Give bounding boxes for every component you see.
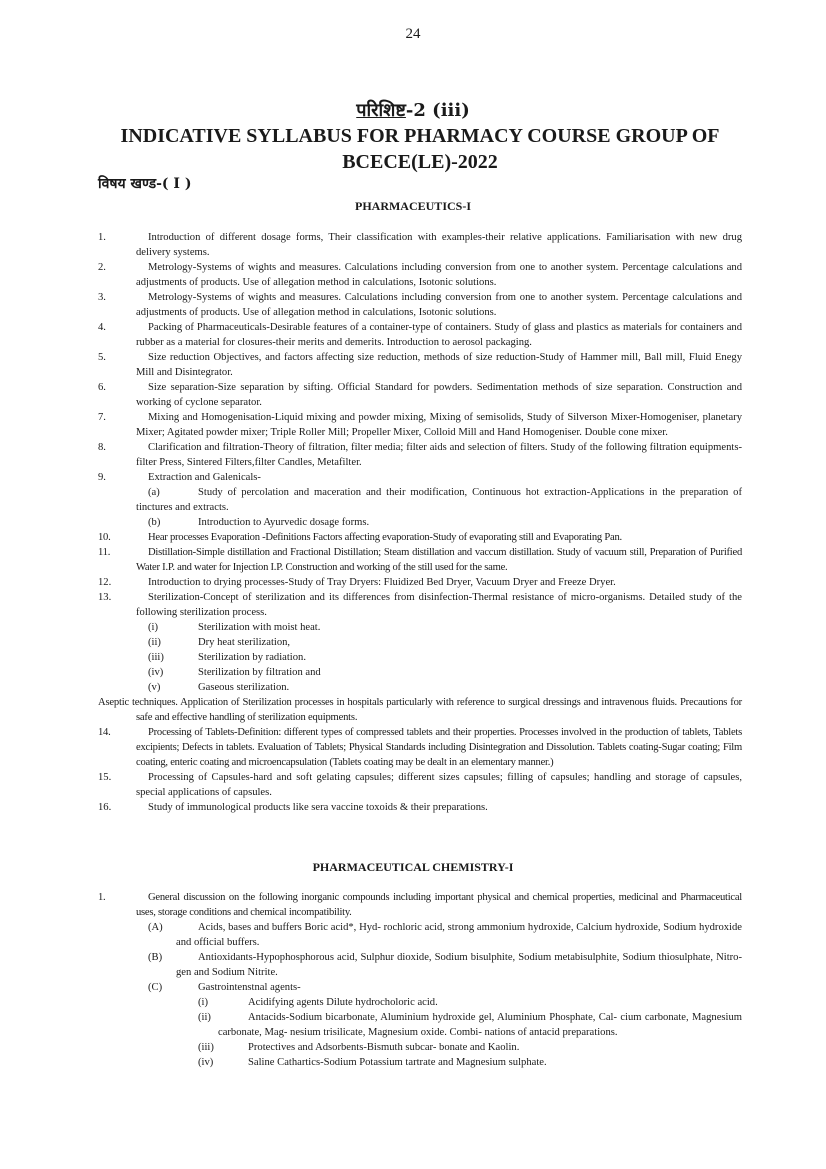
sub-item: (C) Gastrointenstnal agents- xyxy=(148,982,301,993)
sub-sub-item: (i) Acidifying agents Dilute hydrocholoric acid. xyxy=(198,997,438,1008)
pharmaceutics-list xyxy=(98,230,742,815)
chemistry-list xyxy=(98,890,742,1070)
list-item: 6. Size separation-Size separation by sifting. Official Standard for powders. Sedimentation methods of size separation. Construction and working of cyclone separator. xyxy=(98,382,742,408)
sub-item: (i) Sterilization with moist heat. xyxy=(148,622,321,633)
section-title-chemistry: PHARMACEUTICAL CHEMISTRY-I xyxy=(312,860,514,874)
list-item: 9. Extraction and Galenicals- xyxy=(98,472,261,483)
list-item: 15. Processing of Capsules-hard and soft gelating capsules; different sizes capsules; filling of capsules; handling and storage of capsules, special applications of capsules. xyxy=(98,772,742,798)
subject-section-label: विषय खण्ड-( I ) xyxy=(98,176,192,192)
sub-item: (v) Gaseous sterilization. xyxy=(148,682,290,693)
list-item: 11. Distillation-Simple distillation and Fractional Distillation; Steam distillation and vaccum distillation. Study of vacuum still, Preparation of Purified Water I.P. and water for Injection I.P. Construction and working of the still used for the same. xyxy=(98,547,742,573)
sub-item: (a) Study of percolation and maceration and their modification, Continuous hot extraction-Applications in the preparation of tinctures and extracts. xyxy=(136,487,742,513)
sub-item: (A) Acids, bases and buffers Boric acid*, Hyd- rochloric acid, strong ammonium hydroxide, Calcium hydroxide, Sodium hydroxide and official buffers. xyxy=(148,922,742,948)
list-item: 7. Mixing and Homogenisation-Liquid mixing and powder mixing, Mixing of semisolids, Study of Silverson Mixer-Homogeniser, planetary Mixer; Agitated powder mixer; Triple Roller Mill; Propeller Mixer, Colloid Mill and Hand Homogeniser. Double cone mixer. xyxy=(98,412,742,438)
list-item: 1. General discussion on the following inorganic compounds including important physical and chemical properties, medicinal and Pharmaceutical uses, storage conditions and chemical incompatibility. xyxy=(98,892,742,918)
list-item: 10. Hear processes Evaporation -Definitions Factors affecting evaporation-Study of evaporating still and Evaporating Pan. xyxy=(98,532,622,543)
main-title: INDICATIVE SYLLABUS FOR PHARMACY COURSE GROUP OF BCECE(LE)-2022 xyxy=(120,125,720,173)
appendix-prefix: परिशिष्ट xyxy=(356,100,406,121)
appendix-heading xyxy=(0,98,826,122)
sub-item: (iv) Sterilization by filtration and xyxy=(148,667,321,678)
page-number: 24 xyxy=(405,26,421,42)
aseptic-paragraph: Aseptic techniques. Application of Sterilization processes in hospitals particularly with reference to surgical dressings and intravenous fluids. Precautions for safe and effective handling of sterilization equipments. xyxy=(98,697,742,723)
list-item: 16. Study of immunological products like sera vaccine toxoids & their preparations. xyxy=(98,802,488,813)
appendix-suffix: -2 (iii) xyxy=(405,100,470,121)
sub-item: (ii) Dry heat sterilization, xyxy=(148,637,291,648)
sub-item: (B) Antioxidants-Hypophosphorous acid, Sulphur dioxide, Sodium bisulphite, Sodium metabisulphite, Sodium thiosulphate, Nitro- gen and Sodium Nitrite. xyxy=(148,952,742,978)
list-item: 8. Clarification and filtration-Theory of filtration, filter media; filter aids and selection of filters. Study of the following filtration equipments-filter Press, Sintered Filters,filter Candles, Metafilter. xyxy=(98,442,742,468)
sub-item: (b) Introduction to Ayurvedic dosage forms. xyxy=(148,517,370,528)
list-item: 5. Size reduction Objectives, and factors affecting size reduction, methods of size reduction-Study of Hammer mill, Ball mill, Fluid Enegy Mill and Disintegrator. xyxy=(98,352,742,378)
list-item: 2. Metrology-Systems of wights and measures. Calculations including conversion from one to another system. Percentage calculations and adjustments of products. Use of allegation method in calculations, Isotonic solutions. xyxy=(98,262,742,288)
sub-sub-item: (ii) Antacids-Sodium bicarbonate, Aluminium hydroxide gel, Aluminium Phosphate, Cal- cium carbonate, Magnesium carbonate, Mag- nesium trisilicate, Magnesium oxide. Combi- nations of antacid preparations. xyxy=(198,1012,742,1038)
sub-item: (iii) Sterilization by radiation. xyxy=(148,652,306,663)
list-item: 4. Packing of Pharmaceuticals-Desirable features of a container-type of containers. Study of glass and plastics as materials for containers and rubber as a material for closures-their merits and demerits. Introduction to aerosol packaging. xyxy=(98,322,742,348)
section-title-pharmaceutics: PHARMACEUTICS-I xyxy=(354,199,471,213)
list-item: 13. Sterilization-Concept of sterilization and its differences from disinfection-Thermal resistance of micro-organisms. Detailed study of the following sterilization process. xyxy=(98,592,742,618)
sub-sub-item: (iv) Saline Cathartics-Sodium Potassium tartrate and Magnesium sulphate. xyxy=(198,1057,547,1068)
sub-sub-item: (iii) Protectives and Adsorbents-Bismuth subcar- bonate and Kaolin. xyxy=(198,1042,520,1053)
list-item: 1. Introduction of different dosage forms, Their classification with examples-their relative applications. Familiarisation with new drug delivery systems. xyxy=(98,232,742,258)
list-item: 12. Introduction to drying processes-Study of Tray Dryers: Fluidized Bed Dryer, Vacuum Dryer and Freeze Dryer. xyxy=(98,577,616,588)
list-item: 14. Processing of Tablets-Definition: different types of compressed tablets and their properties. Processes involved in the production of tablets, Tablets excipients; Defects in tablets. Evaluation of Tablets; Physical Standards including Disintegration and Dissolution. Tablets coating-Sugar coating; Film coating, enteric coating and microencapsulation (Tablets coating may be dealt in an elementary manner.) xyxy=(98,727,742,768)
list-item: 3. Metrology-Systems of wights and measures. Calculations including conversion from one to another system. Percentage calculations and adjustments of products. Use of allegation method in calculations, Isotonic solutions. xyxy=(98,292,742,318)
